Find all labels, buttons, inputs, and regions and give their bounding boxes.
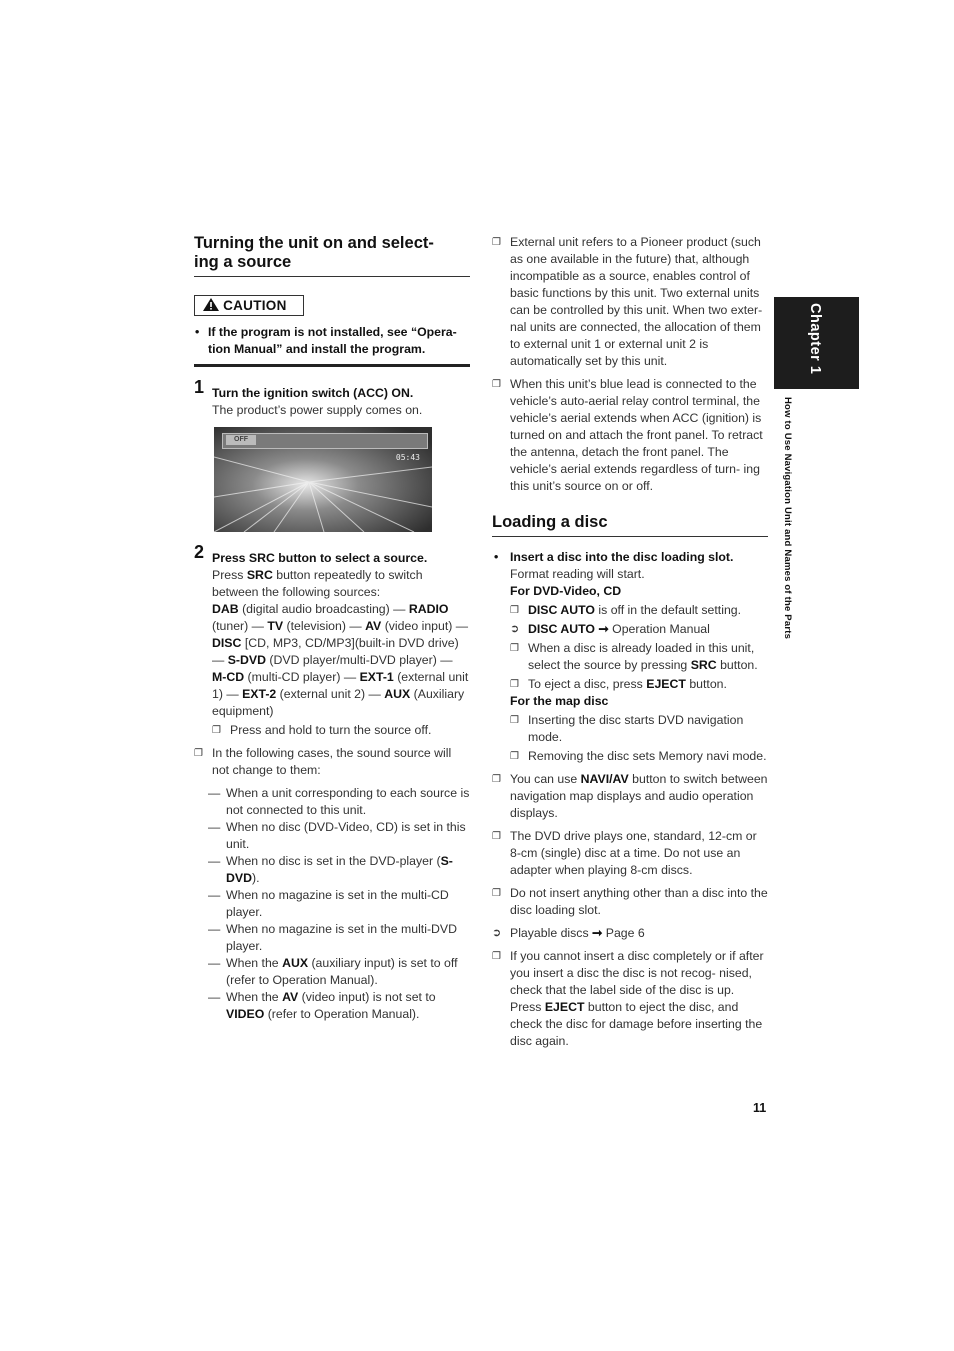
cannot-insert-note: ❐ If you cannot insert a disc completely or if after you insert a disc the disc is not recog- nised, check that the label side of the disc is up. Press EJECT button to eject the disc, and check the disc for damage before inserting the disc again. — [492, 948, 768, 1050]
source-off-note: ❐ Press and hold to turn the source off. — [212, 722, 470, 739]
step-1 — [194, 377, 470, 532]
chapter-caption: How to Use Navigation Unit and Names of the Parts — [782, 397, 793, 640]
caution-block — [194, 324, 470, 367]
playable-discs-ref: ➲ Playable discs ➞ Page 6 — [492, 925, 768, 942]
clock-display: 05:43 — [395, 453, 420, 462]
external-unit-note: ❐ External unit refers to a Pioneer product (such as one available in the future) that, although incompatible as a source, enables control of basic functions by this unit. Two external units can be controlled by this unit. When two exter- nal units are connected, the allocation of them to external unit 1 or external unit 2 is automatically set by this unit. — [492, 234, 768, 370]
heading-line-1: Turning the unit on and select- — [194, 234, 434, 252]
format-text: Format reading will start. — [510, 567, 645, 581]
case-item: — When no disc is set in the DVD-player (S-DVD). — [208, 853, 470, 887]
case-item: — When no magazine is set in the multi-DVD player. — [208, 921, 470, 955]
chapter-label: Chapter 1 — [807, 303, 823, 375]
dvd-drive-note: ❐ The DVD drive plays one, standard, 12-cm or 8-cm (single) disc at a time. Do not use an adapter when playing 8-cm discs. — [492, 828, 768, 879]
map-note: ❐ Removing the disc sets Memory navi mode. — [510, 748, 768, 765]
do-not-insert-note: ❐ Do not insert anything other than a disc into the disc loading slot. — [492, 885, 768, 919]
navi-av-note: ❐ You can use NAVI/AV button to switch between navigation map displays and audio operation displays. — [492, 771, 768, 822]
step-2-text: Press SRC button repeatedly to switch between the following sources: — [212, 568, 423, 599]
map-note: ❐ Inserting the disc starts DVD navigation mode. — [510, 712, 768, 746]
dvd-notes — [492, 602, 768, 693]
caution-label-box — [194, 295, 304, 316]
step-number-1: 1 — [194, 377, 205, 397]
off-indicator: OFF — [226, 435, 256, 445]
step-1-text: The product’s power supply comes on. — [212, 403, 423, 417]
for-dvd-heading: For DVD-Video, CD — [510, 584, 622, 598]
eject-note: ❐ To eject a disc, press EJECT button. — [510, 676, 768, 693]
heading-line-2: ing a source — [194, 253, 292, 271]
section-heading-turning-on — [194, 234, 470, 277]
case-item: — When no disc (DVD-Video, CD) is set in this unit. — [208, 819, 470, 853]
cases-list — [194, 785, 470, 1023]
page-number: 11 — [753, 1101, 767, 1115]
case-item: — When a unit corresponding to each source is not connected to this unit. — [208, 785, 470, 819]
cases-intro: ❐ In the following cases, the sound source will not change to them: — [194, 745, 470, 779]
left-column — [194, 234, 470, 1023]
step-number-2: 2 — [194, 542, 205, 562]
map-notes — [492, 712, 768, 765]
step-2-title: Press SRC button to select a source. — [212, 551, 428, 565]
section-heading-loading-disc: Loading a disc — [492, 513, 768, 537]
disc-auto-note: ❐ DISC AUTO is off in the default setting. — [510, 602, 768, 619]
for-map-heading: For the map disc — [510, 694, 609, 708]
disc-auto-ref: ➲ DISC AUTO ➞ Operation Manual — [510, 621, 768, 638]
already-loaded-note: ❐ When a disc is already loaded in this unit, select the source by pressing SRC button. — [510, 640, 768, 674]
step-1-title: Turn the ignition switch (ACC) ON. — [212, 386, 414, 400]
step-2 — [194, 542, 470, 739]
case-item: — When the AV (video input) is not set to VIDEO (refer to Operation Manual). — [208, 989, 470, 1023]
caution-label: CAUTION — [223, 298, 287, 313]
case-item: — When no magazine is set in the multi-CD player. — [208, 887, 470, 921]
right-column — [492, 234, 768, 1050]
off-screen-image — [214, 427, 432, 532]
warning-icon — [203, 298, 223, 313]
source-list: DAB (digital audio broadcasting) — RADIO (tuner) — TV (television) — AV (video input) — DISC [CD, MP3, CD/MP3](built-in DVD drive) — S-DVD (DVD player/multi-DVD player) — M-CD (multi-CD player) — EXT-1 (external unit 1) — EXT-2 (external unit 2) — AUX (Auxiliary equipment) — [212, 602, 469, 718]
insert-disc-instruction: • Insert a disc into the disc loading slot. — [492, 549, 768, 566]
blue-lead-note: ❐ When this unit’s blue lead is connected to the vehicle’s auto-aerial relay control terminal, the vehicle’s aerial extends when ACC (ignition) is turned on and attach the front panel. To retract the antenna, detach the front panel. The vehicle’s aerial extends regardless of turn- ing this unit’s source on or off. — [492, 376, 768, 495]
case-item: — When the AUX (auxiliary input) is set to off (refer to Operation Manual). — [208, 955, 470, 989]
caution-text: • If the program is not installed, see “Opera- tion Manual” and install the program. — [194, 324, 470, 358]
